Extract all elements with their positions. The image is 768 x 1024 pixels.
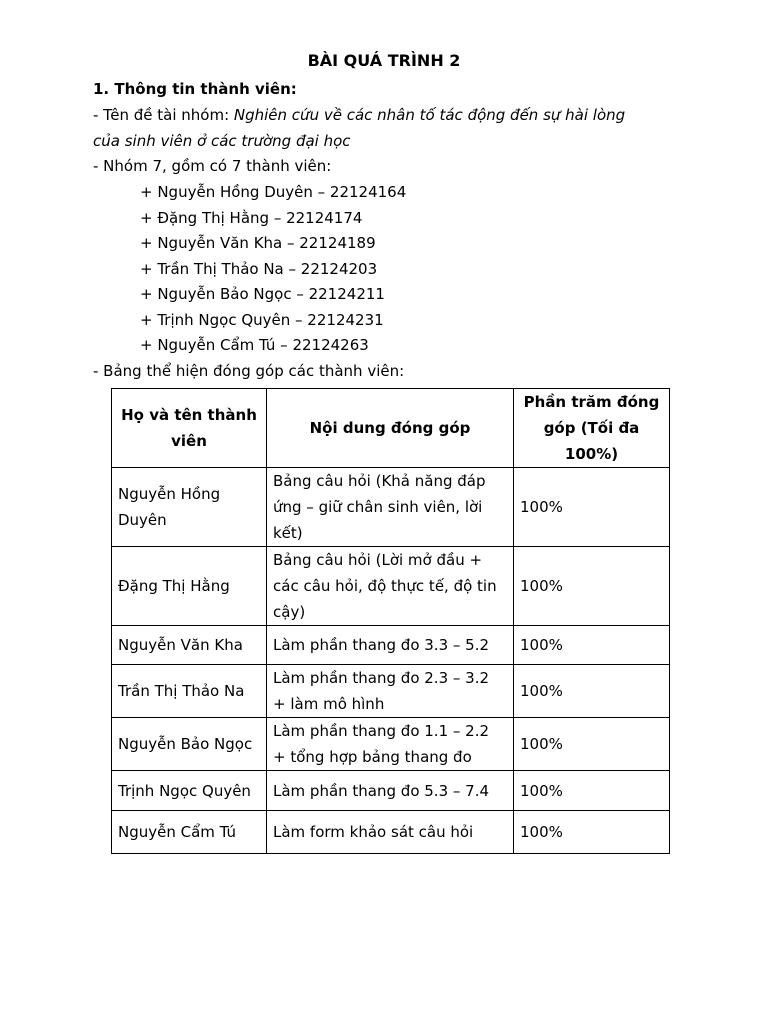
- cell-content-line: cậy): [273, 603, 306, 621]
- cell-name: [112, 468, 267, 547]
- table-row: [112, 468, 670, 547]
- cell-content-line: kết): [273, 524, 303, 542]
- document-title: BÀI QUÁ TRÌNH 2: [307, 51, 461, 70]
- header-content: [267, 389, 514, 468]
- cell-name: [112, 547, 267, 626]
- header-percent-line: Phần trăm đóng: [523, 393, 660, 411]
- topic-title-part1: Nghiên cứu về các nhân tố tác động đến sự hài lòng: [233, 106, 626, 124]
- table-intro: - Bảng thể hiện đóng góp các thành viên:: [93, 362, 405, 380]
- cell-content-line: các câu hỏi, độ thực tế, độ tin: [273, 577, 497, 595]
- cell-content: [267, 811, 514, 854]
- cell-name: [112, 771, 267, 811]
- table-row: [112, 665, 670, 718]
- cell-content-line: Làm phần thang đo 2.3 – 3.2: [273, 669, 490, 687]
- cell-percent: 100%: [514, 547, 670, 626]
- topic-line: [93, 105, 625, 125]
- header-content-label: Nội dung đóng góp: [309, 419, 471, 437]
- topic-prefix: - Tên đề tài nhóm:: [93, 106, 234, 124]
- table-row: [112, 718, 670, 771]
- member-item: + Nguyễn Bảo Ngọc – 22124211: [140, 285, 385, 303]
- cell-name: [112, 718, 267, 771]
- cell-percent: 100%: [514, 626, 670, 665]
- header-name-line: viên: [171, 432, 207, 450]
- cell-content-line: + làm mô hình: [273, 695, 385, 713]
- cell-content-line: Bảng câu hỏi (Lời mở đầu +: [273, 551, 483, 569]
- cell-name: [112, 811, 267, 854]
- cell-name-line: Trịnh Ngọc Quyên: [118, 781, 251, 800]
- member-item: + Nguyễn Văn Kha – 22124189: [140, 234, 376, 252]
- cell-percent: 100%: [514, 811, 670, 854]
- cell-name-line: Nguyễn Bảo Ngọc: [118, 735, 253, 753]
- section-heading: 1. Thông tin thành viên:: [93, 80, 297, 98]
- cell-name-line: Duyên: [118, 511, 167, 529]
- cell-name: [112, 626, 267, 665]
- cell-content: [267, 547, 514, 626]
- cell-content: [267, 771, 514, 811]
- cell-content-line: + tổng hợp bảng thang đo: [273, 748, 472, 766]
- header-name-line: Họ và tên thành: [121, 406, 257, 424]
- cell-percent: 100%: [514, 718, 670, 771]
- table-header-row: [112, 389, 670, 468]
- cell-content-line: Làm phần thang đo 5.3 – 7.4: [273, 781, 490, 800]
- cell-name-line: Nguyễn Văn Kha: [118, 636, 243, 654]
- cell-content-line: Làm form khảo sát câu hỏi: [273, 823, 474, 841]
- header-percent-line: góp (Tối đa: [543, 419, 640, 437]
- member-item: + Trịnh Ngọc Quyên – 22124231: [140, 311, 384, 329]
- member-item: + Đặng Thị Hằng – 22124174: [140, 209, 363, 227]
- cell-content: [267, 626, 514, 665]
- cell-name: [112, 665, 267, 718]
- cell-content-line: Bảng câu hỏi (Khả năng đáp: [273, 472, 486, 490]
- group-intro: - Nhóm 7, gồm có 7 thành viên:: [93, 157, 332, 175]
- cell-content: [267, 665, 514, 718]
- cell-name-line: Đặng Thị Hằng: [118, 577, 230, 595]
- cell-name-line: Nguyễn Hồng: [118, 485, 221, 503]
- cell-content-line: Làm phần thang đo 3.3 – 5.2: [273, 636, 490, 654]
- header-percent: [514, 389, 670, 468]
- cell-percent: 100%: [514, 771, 670, 811]
- cell-content: [267, 718, 514, 771]
- cell-content-line: Làm phần thang đo 1.1 – 2.2: [273, 722, 490, 740]
- cell-content-line: ứng – giữ chân sinh viên, lời: [273, 498, 483, 516]
- cell-name-line: Trần Thị Thảo Na: [118, 682, 245, 700]
- table-row: [112, 811, 670, 854]
- contribution-table: [111, 388, 670, 854]
- member-item: + Nguyễn Hồng Duyên – 22124164: [140, 183, 407, 201]
- table-row: [112, 626, 670, 665]
- member-item: + Nguyễn Cẩm Tú – 22124263: [140, 336, 369, 354]
- cell-percent: 100%: [514, 665, 670, 718]
- header-percent-line: 100%): [564, 445, 619, 463]
- cell-percent: 100%: [514, 468, 670, 547]
- topic-title-part2: của sinh viên ở các trường đại học: [93, 132, 351, 150]
- cell-name-line: Nguyễn Cẩm Tú: [118, 823, 237, 841]
- cell-content: [267, 468, 514, 547]
- table-row: [112, 547, 670, 626]
- member-item: + Trần Thị Thảo Na – 22124203: [140, 260, 378, 278]
- table-row: [112, 771, 670, 811]
- header-name: [112, 389, 267, 468]
